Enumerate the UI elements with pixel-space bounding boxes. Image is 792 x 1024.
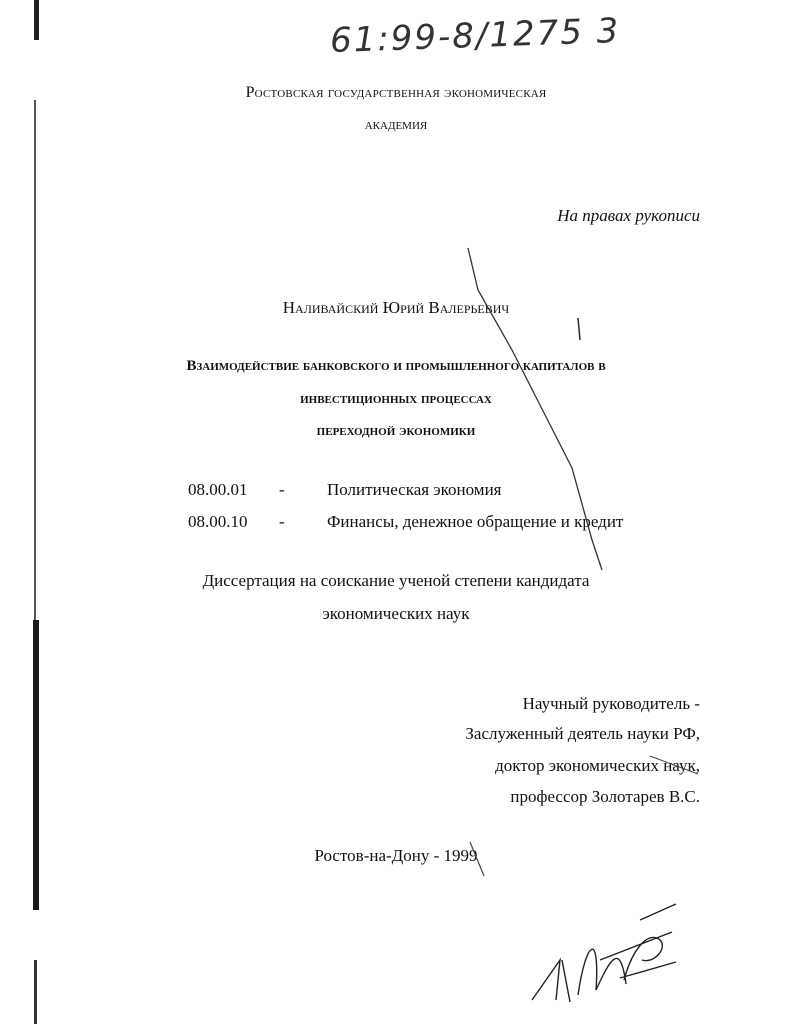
supervisor-honor: Заслуженный деятель науки РФ,	[465, 724, 700, 743]
institution-name-line1: Ростовская государственная экономическая	[245, 84, 547, 101]
dissertation-title-line3: переходной экономики	[316, 423, 476, 439]
pencil-stroke	[578, 318, 580, 340]
author-name: Наливайский Юрий Валерьевич	[282, 298, 510, 317]
degree-statement-line2: экономических наук	[322, 604, 470, 623]
handwritten-catalog-number: 61:99-8/1275 3	[329, 10, 621, 62]
place-and-year: Ростов-на-Дону - 1999	[314, 846, 478, 865]
pencil-stroke	[470, 842, 484, 876]
scan-edge-mark	[34, 0, 39, 40]
supervisor-heading: Научный руководитель -	[522, 694, 700, 713]
degree-statement-line1: Диссертация на соискание ученой степени кандидата	[202, 571, 590, 590]
specialty-code: 08.00.10	[188, 512, 248, 531]
scan-edge-mark	[33, 620, 39, 910]
specialty-name: Политическая экономия	[327, 480, 502, 499]
specialty-code: 08.00.01	[188, 480, 248, 499]
specialty-dash: -	[279, 512, 285, 531]
dissertation-title-line1: Взаимодействие банковского и промышленного капиталов в	[186, 358, 606, 374]
supervisor-name: профессор Золотарев В.С.	[510, 787, 700, 806]
scan-edge-mark	[34, 100, 36, 620]
scan-edge-mark	[34, 960, 37, 1024]
manuscript-rights-note: На правах рукописи	[557, 206, 700, 225]
pencil-stroke	[468, 248, 602, 570]
supervisor-degree: доктор экономических наук,	[495, 756, 700, 775]
pencil-stroke	[650, 756, 698, 774]
dissertation-title-line2: инвестиционных процессах	[300, 391, 492, 407]
specialty-name: Финансы, денежное обращение и кредит	[327, 512, 624, 531]
specialty-dash: -	[279, 480, 285, 499]
signature	[532, 904, 676, 1002]
institution-name-line2: академия	[364, 116, 428, 133]
